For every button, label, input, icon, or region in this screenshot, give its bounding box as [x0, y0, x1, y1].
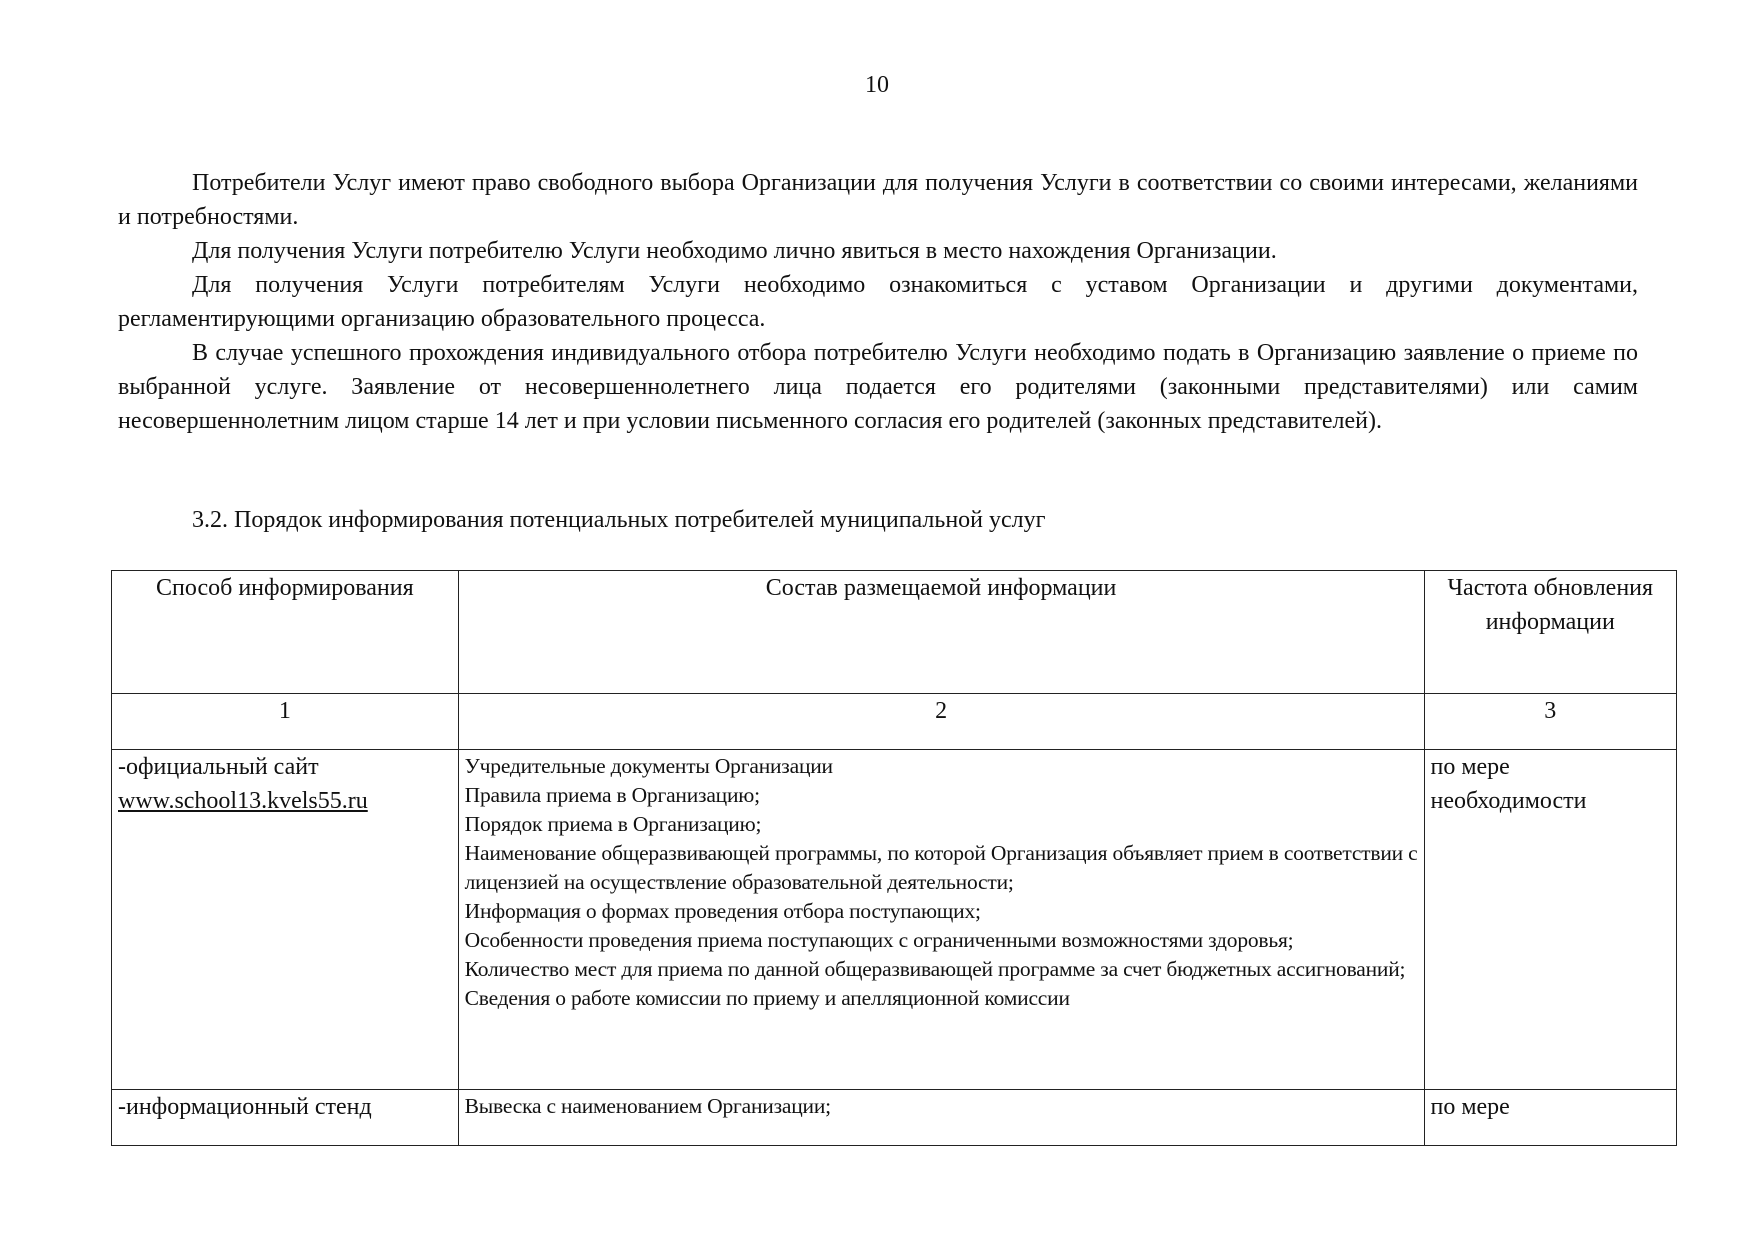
list-item: Информация о формах проведения отбора поступающих;: [464, 899, 981, 923]
header-method: Способ информирования: [112, 571, 459, 694]
content-list: [465, 1092, 1418, 1121]
list-item: Порядок приема в Организацию;: [464, 812, 762, 836]
page-number: 10: [865, 72, 889, 98]
list-item: Правила приема в Организацию;: [464, 783, 760, 807]
content-cell: [458, 1090, 1424, 1146]
header-frequency: Частота обновления информации: [1424, 571, 1677, 694]
table-header-row: [112, 571, 1677, 694]
column-number: 2: [458, 694, 1424, 750]
method-label: -официальный сайт: [118, 754, 319, 780]
list-item: Наименование общеразвивающей программы, по которой Организация объявляет прием в соответствии с лицензией на осуществление образовательной деятельности;: [464, 841, 1418, 894]
list-item: Учредительные документы Организации: [464, 754, 833, 778]
website-link[interactable]: www.school13.kvels55.ru: [118, 788, 368, 814]
table-row: [112, 1090, 1677, 1146]
information-table: [111, 570, 1677, 1146]
header-content: Состав размещаемой информации: [458, 571, 1424, 694]
paragraph: Для получения Услуги потребителю Услуги необходимо лично явиться в место нахождения Организации.: [192, 238, 1277, 264]
column-number-row: [112, 694, 1677, 750]
method-cell: [112, 750, 459, 1090]
column-number: 1: [112, 694, 459, 750]
list-item: Количество мест для приема по данной общеразвивающей программе за счет бюджетных ассигнований;: [464, 957, 1406, 981]
method-cell: [112, 1090, 459, 1146]
paragraph: Для получения Услуги потребителям Услуги необходимо ознакомиться с уставом Организации и другими документами, регламентирующими организацию образовательного процесса.: [118, 272, 1638, 332]
section-heading: 3.2. Порядок информирования потенциальных потребителей муниципальной услуг: [192, 507, 1046, 533]
list-item: Особенности проведения приема поступающих с ограниченными возможностями здоровья;: [464, 928, 1294, 952]
frequency-cell: по мере необходимости: [1424, 750, 1677, 1090]
list-item: Вывеска с наименованием Организации;: [464, 1094, 831, 1118]
frequency-cell: по мере: [1424, 1090, 1677, 1146]
content-cell: [458, 750, 1424, 1090]
content-list: [465, 752, 1418, 1013]
table-row: [112, 750, 1677, 1090]
list-item: Сведения о работе комиссии по приему и апелляционной комиссии: [464, 986, 1070, 1010]
body-text: [118, 166, 1638, 438]
paragraph: Потребители Услуг имеют право свободного выбора Организации для получения Услуги в соответствии со своими интересами, желаниями и потребностями.: [118, 170, 1638, 230]
method-label: -информационный стенд: [118, 1094, 372, 1120]
column-number: 3: [1424, 694, 1677, 750]
paragraph: В случае успешного прохождения индивидуального отбора потребителю Услуги необходимо подать в Организацию заявление о приеме по выбранной услуге. Заявление от несовершеннолетнего лица подается его родителями (законными представителями) или самим несовершеннолетним лицом старше 14 лет и при условии письменного согласия его родителей (законных представителей).: [118, 340, 1638, 434]
